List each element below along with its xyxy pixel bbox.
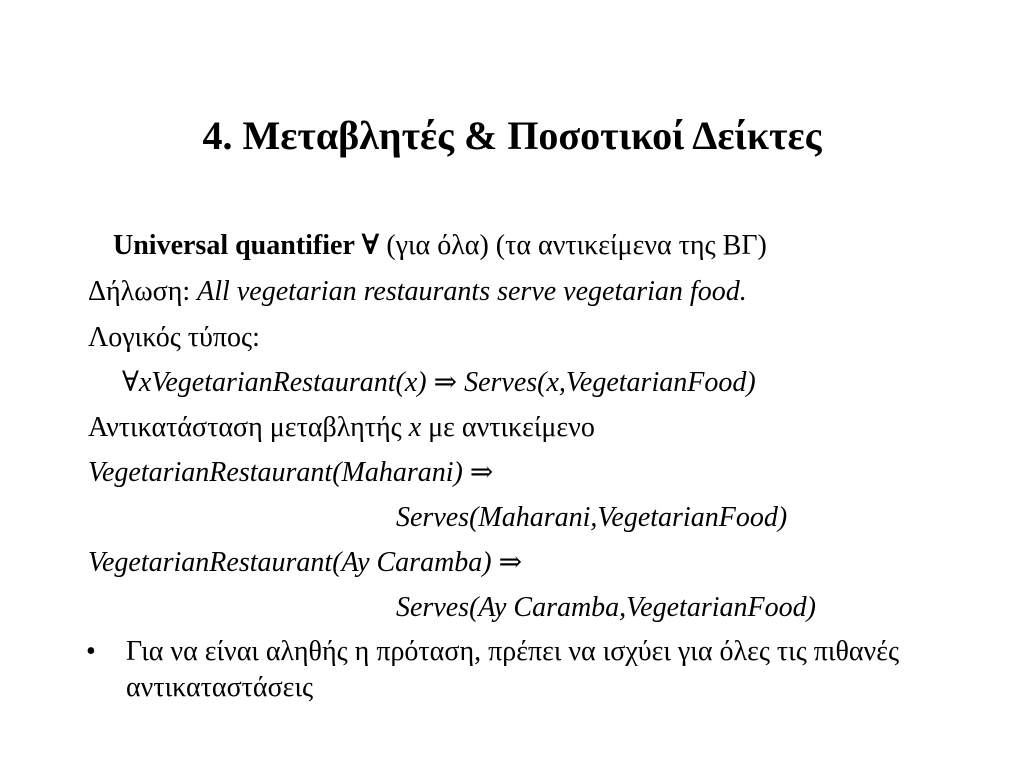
implies-arrow: ⇒ bbox=[498, 547, 523, 578]
maharani-antecedent-text: VegetarianRestaurant(Maharani) bbox=[88, 457, 470, 488]
statement-line bbox=[88, 274, 747, 310]
forall-symbol: ∀ bbox=[122, 367, 139, 398]
maharani-antecedent bbox=[88, 455, 493, 491]
substitution-text-a: Αντικατάσταση μεταβλητής bbox=[88, 412, 409, 443]
implies-arrow: ⇒ bbox=[469, 457, 494, 488]
formula-antecedent: xVegetarianRestaurant(x) bbox=[138, 367, 434, 398]
universal-quantifier-term: Universal quantifier ∀ bbox=[113, 230, 380, 261]
substitution-line bbox=[88, 410, 595, 446]
formula-consequent: Serves(x,VegetarianFood) bbox=[457, 367, 756, 398]
aycaramba-consequent bbox=[396, 590, 816, 626]
universal-quantifier-line bbox=[113, 228, 767, 264]
aycaramba-antecedent-text: VegetarianRestaurant(Ay Caramba) bbox=[88, 547, 499, 578]
aycaramba-consequent-text: Serves(Ay Caramba,VegetarianFood) bbox=[396, 592, 816, 623]
universal-quantifier-gloss: (για όλα) (τα αντικείμενα της ΒΓ) bbox=[379, 230, 767, 261]
variable-x: x bbox=[408, 412, 422, 443]
aycaramba-antecedent bbox=[88, 545, 522, 581]
maharani-consequent bbox=[396, 500, 787, 536]
slide-title: 4. Μεταβλητές & Ποσοτικοί Δείκτες bbox=[202, 113, 822, 158]
bullet-text: Για να είναι αληθής η πρόταση, πρέπει να ισχύει για όλες τις πιθανές αντικαταστάσεις bbox=[126, 636, 900, 703]
statement-text: All vegetarian restaurants serve vegetarian food. bbox=[197, 276, 747, 307]
bullet-icon: • bbox=[86, 636, 96, 667]
statement-label: Δήλωση: bbox=[88, 276, 198, 307]
logical-form-label: Λογικός τύπος: bbox=[88, 322, 260, 353]
maharani-consequent-text: Serves(Maharani,VegetarianFood) bbox=[396, 502, 788, 533]
logical-formula bbox=[122, 365, 756, 401]
substitution-text-b: με αντικείμενο bbox=[421, 412, 595, 443]
implies-arrow: ⇒ bbox=[433, 367, 458, 398]
